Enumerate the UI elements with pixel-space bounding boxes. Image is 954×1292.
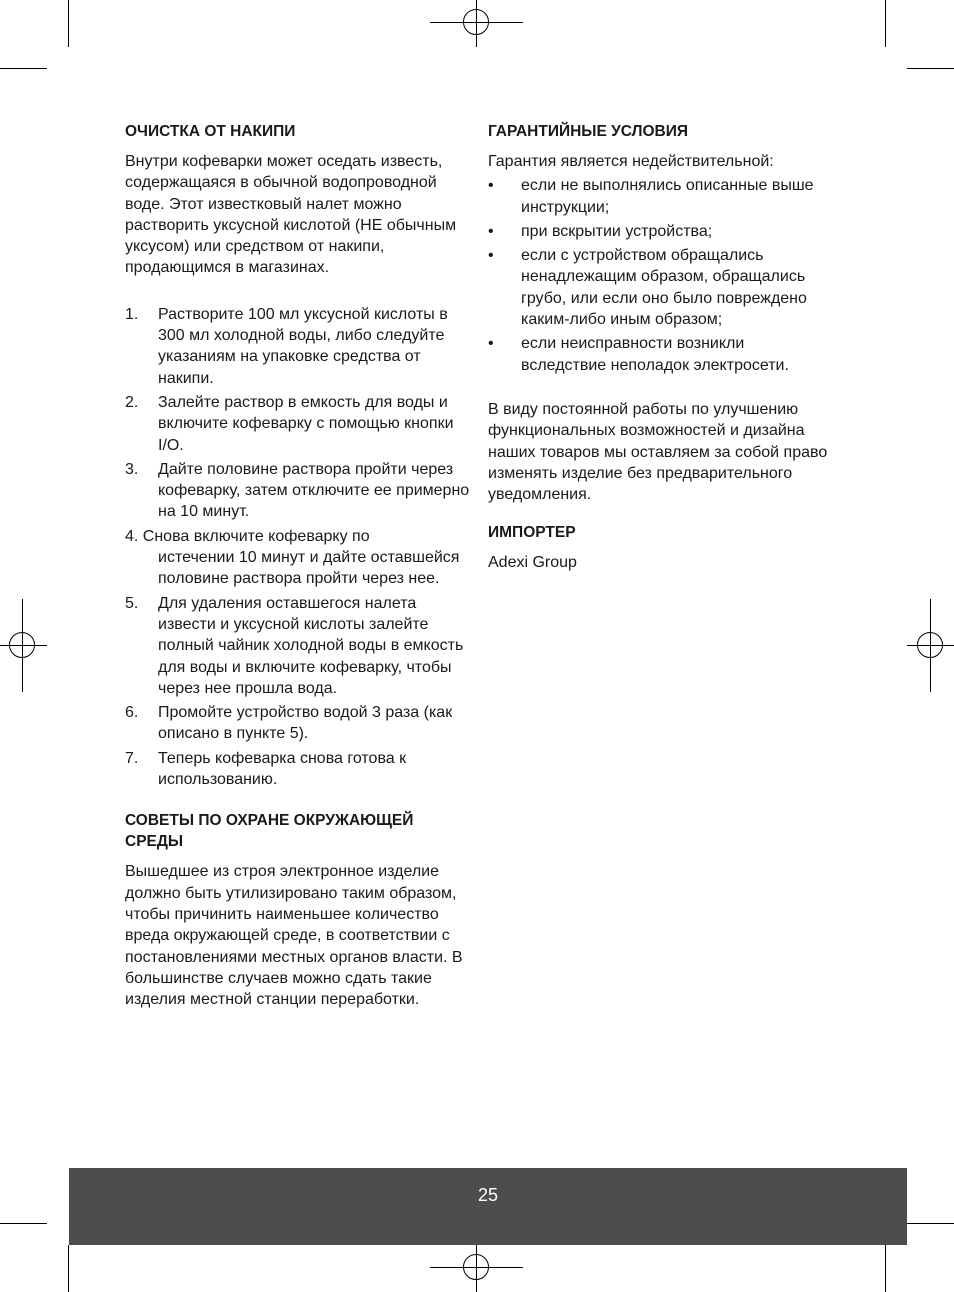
list-item: 3. Дайте половине раствора пройти через кофеварку, затем отключите ее примерно на 10 минут. [125,460,470,521]
footer-bar [69,1168,907,1245]
list-item: 4. Снова включите кофеварку по истечении 10 минут и дайте оставшейся половине раствора пройти через нее. [125,527,460,588]
crop-mark [0,1223,47,1224]
descaling-section [125,121,470,790]
crop-mark [68,1245,69,1292]
importer-heading: ИМПОРТЕР [488,524,576,542]
environment-heading: СОВЕТЫ ПО ОХРАНЕ ОКРУЖАЮЩЕЙ СРЕДЫ [125,812,414,851]
environment-text: Вышедшее из строя электронное изделие должно быть утилизировано таким образом, чтобы причинить наименьшее количество вреда окружающей среде, в соответствии с постановлениями местных органов власти. В большинстве случаев можно сдать такие изделия местной станции переработки. [125,863,463,1009]
list-item: 2. Залейте раствор в емкость для воды и включите кофеварку с помощью кнопки I/O. [125,393,454,454]
warranty-conditions [488,175,833,376]
importer-name: Adexi Group [488,554,577,572]
list-item: 6. Промойте устройство водой 3 раза (как описано в пункте 5). [125,704,453,743]
list-item: • если не выполнялись описанные выше инструкции; [488,177,814,216]
warranty-note: В виду постоянной работы по улучшению функциональных возможностей и дизайна наших товаров мы оставляем за собой право изменять изделие без предварительного уведомления. [488,400,828,504]
descaling-steps [125,304,470,791]
descaling-heading: ОЧИСТКА ОТ НАКИПИ [125,123,296,140]
descaling-intro: Внутри кофеварки может оседать известь, содержащаяся в обычной водопроводной воде. Этот известковый налет можно растворить уксусной кислотой (НЕ обычным уксусом) или средством от накипи, продающимся в магазинах. [125,153,457,277]
warranty-intro: Гарантия является недействительной: [488,153,774,170]
page-number: 25 [477,1185,499,1205]
crop-mark [907,1223,954,1224]
crop-mark [68,0,69,47]
left-column [125,121,470,1010]
crop-mark [885,0,886,47]
warranty-heading: ГАРАНТИЙНЫЕ УСЛОВИЯ [488,123,688,140]
warranty-section [488,121,833,505]
list-item: • если с устройством обращались ненадлежащим образом, обращались грубо, или если оно было повреждено каким-либо иным образом; [488,247,807,329]
list-item: 5. Для удаления оставшегося налета извести и уксусной кислоты залейте полный чайник холодной воды в емкость для воды и включите кофеварку, чтобы через нее прошла вода. [125,594,464,697]
crop-mark [885,1245,886,1292]
list-item: • если неисправности возникли вследствие неполадок электросети. [488,335,789,374]
right-column [488,121,833,574]
crop-mark [0,68,47,69]
importer-section [488,522,833,573]
list-item: 1. Растворите 100 мл уксусной кислоты в 300 мл холодной воды, либо следуйте указаниям на упаковке средства от накипи. [125,305,448,387]
environment-section [125,810,470,1010]
crop-mark [907,68,954,69]
list-item: • при вскрытии устройства; [488,222,713,240]
list-item: 7. Теперь кофеварка снова готова к использованию. [125,749,407,789]
